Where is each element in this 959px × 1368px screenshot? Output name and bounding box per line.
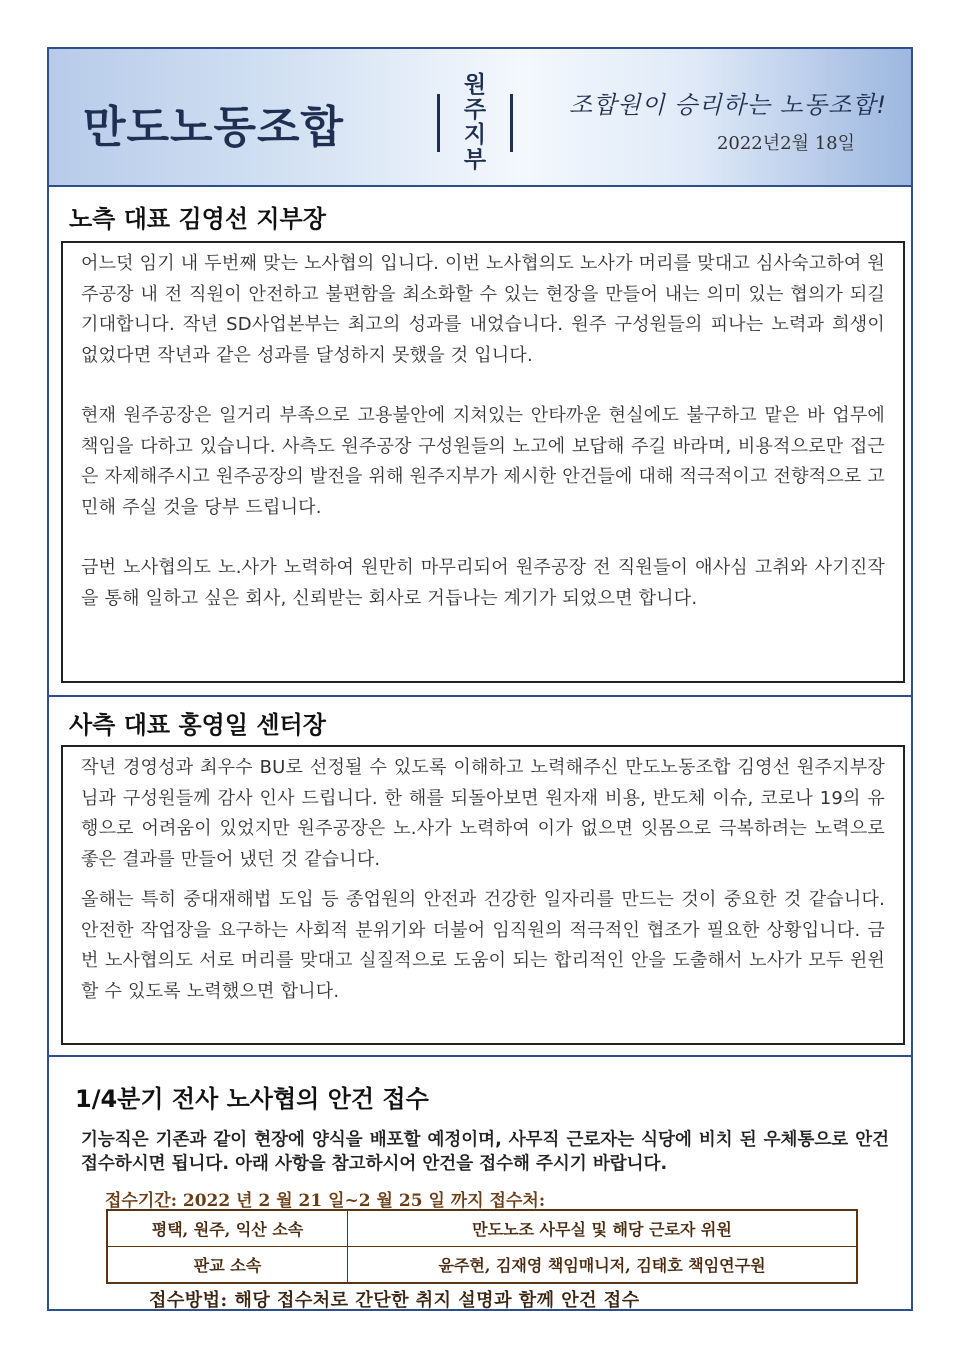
branch-label bbox=[437, 72, 513, 173]
management-paragraph-1: 작년 경영성과 최우수 BU로 선정될 수 있도록 이해하고 노력해주신 만도노동조합 김영선 원주지부장님과 구성원들께 감사 인사 드립니다. 한 해를 되돌아보면 원자재 비용, 반도체 이슈, 코로나 19의 유행으로 어려움이 있었지만 원주공장은 노.사가 노력하여 이가 없으면 잇몸으로 극복하려는 노력으로 좋은 결과를 만들어 냈던 것 같습니다. bbox=[81, 757, 885, 870]
union-name: 만도노동조합 bbox=[83, 102, 345, 153]
issue-date: 2022년2월 18일 bbox=[716, 133, 855, 154]
section-divider bbox=[49, 1055, 911, 1057]
newsletter-page bbox=[47, 47, 913, 1311]
table-cell: 평택, 원주, 익산 소속 bbox=[107, 1210, 348, 1247]
management-paragraph-2: 올해는 특히 중대재해법 도입 등 종업원의 안전과 건강한 일자리를 만드는 것이 중요한 것 같습니다. 안전한 작업장을 요구하는 사회적 분위기와 더불어 임직원의 적극적인 협조가 필요한 상황입니다. 금번 노사협의도 서로 머리를 맞대고 실질적으로 도움이 되는 합리적인 안을 도출해서 노사가 모두 윈윈할 수 있도록 노력했으면 합니다. bbox=[81, 889, 885, 1002]
slogan: 조합원이 승리하는 노동조합! bbox=[568, 91, 887, 119]
labor-paragraph-1: 어느덧 임기 내 두번째 맞는 노사협의 입니다. 이번 노사협의도 노사가 머리를 맞대고 심사숙고하여 원주공장 내 전 직원이 안전하고 불편함을 최소화할 수 있는 현장을 만들어 내는 의미 있는 협의가 되길 기대합니다. 작년 SD사업본부는 최고의 성과를 내었습니다. 원주 구성원들의 피나는 노력과 희생이 없었다면 작년과 같은 성과를 달성하지 못했을 것 입니다. bbox=[81, 253, 886, 366]
management-message-box bbox=[61, 745, 905, 1045]
table-row bbox=[107, 1210, 857, 1247]
labor-paragraph-3: 금번 노사협의도 노.사가 노력하여 원만히 마무리되어 원주공장 전 직원들이 애사심 고취와 사기진작을 통해 일하고 싶은 회사, 신뢰받는 회사로 거듭나는 계기가 되었으면 합니다. bbox=[81, 557, 885, 609]
submission-table bbox=[106, 1209, 858, 1284]
section-divider bbox=[49, 695, 911, 697]
branch-name: 원주지부 bbox=[463, 72, 487, 173]
section-title-labor: 노측 대표 김영선 지부장 bbox=[69, 205, 326, 233]
table-row bbox=[107, 1247, 857, 1284]
section-title-management: 사측 대표 홍영일 센터장 bbox=[69, 711, 326, 739]
newsletter-header bbox=[49, 49, 911, 187]
agenda-intro: 기능직은 기존과 같이 현장에 양식을 배포할 예정이며, 사무직 근로자는 식당에 비치 된 우체통으로 안건 접수하시면 됩니다. 아래 사항을 참고하시어 안건을 접수해 주시기 바랍니다. bbox=[81, 1130, 889, 1174]
submission-method: 접수방법: 해당 접수처로 간단한 취지 설명과 함께 안건 접수 bbox=[149, 1290, 640, 1311]
table-cell: 만도노조 사무실 및 해당 근로자 위원 bbox=[348, 1210, 858, 1247]
section-title-agenda: 1/4분기 전사 노사협의 안건 접수 bbox=[75, 1085, 429, 1113]
table-cell: 윤주현, 김재영 책임매니저, 김태호 책임연구원 bbox=[348, 1247, 858, 1284]
labor-message-box bbox=[61, 241, 905, 683]
submission-period: 접수기간: 2022 년 2 월 21 일~2 월 25 일 까지 접수처: bbox=[105, 1191, 546, 1211]
labor-paragraph-2: 현재 원주공장은 일거리 부족으로 고용불안에 지쳐있는 안타까운 현실에도 불구하고 맡은 바 업무에 책임을 다하고 있습니다. 사측도 원주공장 구성원들의 노고에 보답해 주길 바라며, 비용적으로만 접근은 자제해주시고 원주공장의 발전을 위해 원주지부가 제시한 안건들에 대해 적극적이고 전향적으로 고민해 주실 것을 당부 드립니다. bbox=[81, 405, 885, 518]
table-cell: 판교 소속 bbox=[107, 1247, 348, 1284]
